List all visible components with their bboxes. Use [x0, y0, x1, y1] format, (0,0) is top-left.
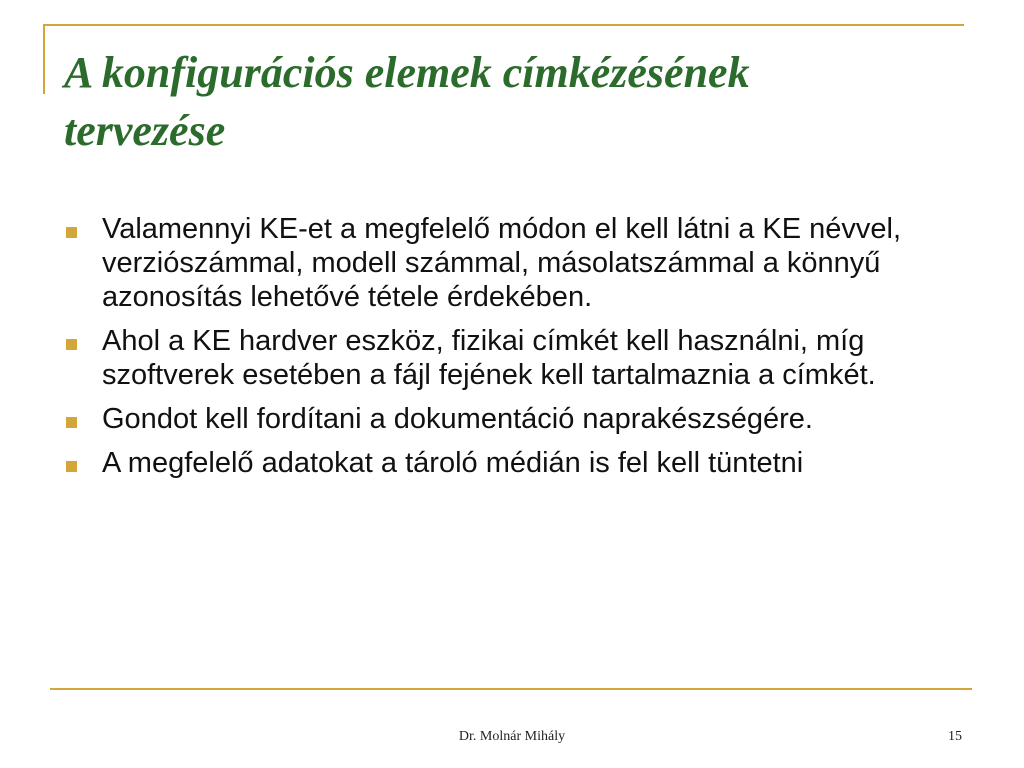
- bullet-item: [66, 402, 956, 436]
- left-rule: [43, 24, 45, 94]
- bullet-text: Valamennyi KE-et a megfelelő módon el kell látni a KE névvel, verziószámmal, modell számmal, másolatszámmal a könnyű azonosítás lehetővé tétele érdekében.: [102, 213, 902, 313]
- bullet-text: Gondot kell fordítani a dokumentáció naprakészségére.: [102, 403, 813, 435]
- bullet-text: A megfelelő adatokat a tároló médián is fel kell tüntetni: [102, 447, 804, 479]
- bullet-item: [66, 446, 956, 480]
- page-number: 15: [948, 729, 962, 744]
- square-bullet-icon: [66, 227, 77, 238]
- slide-title-line: tervezése: [64, 106, 226, 155]
- top-rule: [43, 24, 964, 26]
- bullet-item: [66, 212, 956, 314]
- bullet-item: [66, 324, 956, 392]
- bottom-rule: [50, 688, 972, 690]
- square-bullet-icon: [66, 417, 77, 428]
- square-bullet-icon: [66, 461, 77, 472]
- square-bullet-icon: [66, 339, 77, 350]
- bullet-text: Ahol a KE hardver eszköz, fizikai címkét kell használni, míg szoftverek esetében a fájl fejének kell tartalmaznia a címkét.: [102, 325, 876, 391]
- slide-title: [64, 44, 984, 160]
- bullet-list: [66, 212, 956, 490]
- slide-title-line: A konfigurációs elemek címkézésének: [64, 48, 750, 97]
- footer-author: Dr. Molnár Mihály: [458, 729, 566, 744]
